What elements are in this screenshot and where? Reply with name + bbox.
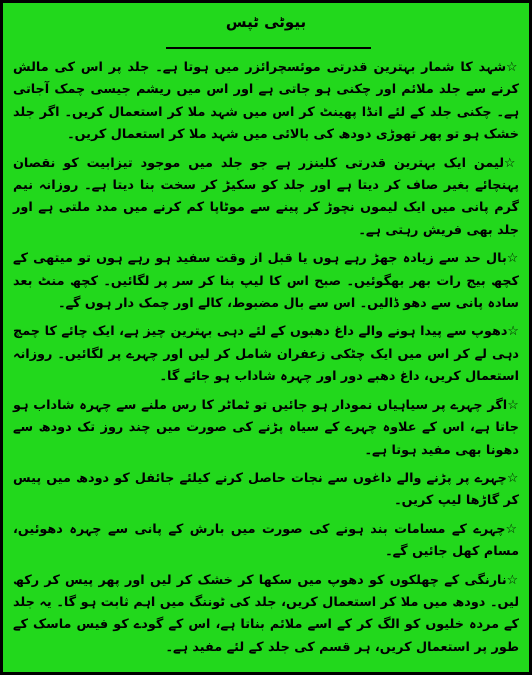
page-title: بیوٹی ٹپس <box>225 13 307 31</box>
tip-text: لیمن ایک بہترین قدرتی کلینزر ہے جو جلد میں موجود تیزابیت کو نقصان پہنچائے بغیر صاف کر دیتا ہے اور جلد کو سکیڑ کر سخت بنا دیتا ہے۔ روزانہ نیم گرم پانی میں ایک لیموں نچوڑ کر پینے سے موٹاپا کم کرنے میں مدد ملتی ہے اور جلد بھی فریش رہتی ہے۔ <box>13 155 519 238</box>
tip-text: نارنگی کے چھلکوں کو دھوپ میں سکھا کر خشک کر لیں اور پھر پیس کر رکھ لیں۔ دودھ میں ملا کر استعمال کریں، جلد کی ٹوننگ میں اہم ثابت ہو گا۔ یہ جلد کے مردہ خلیوں کو الگ کر کے اسے ملائم بناتا ہے، اس کے گودے کو فیس ماسک کے طور پر استعمال کریں، ہر قسم کی جلد کے لئے مفید ہے۔ <box>13 572 519 655</box>
tip-paragraph <box>13 153 519 243</box>
tip-text: بال حد سے زیادہ جھڑ رہے ہوں یا قبل از وقت سفید ہو رہے ہوں تو میتھی کے کچھ بیج رات بھر بھگوئیں۔ صبح اس کا لیپ بنا کر سر پر لگائیں۔ کچھ منٹ بعد سادہ پانی سے دھو ڈالیں۔ اس سے بال مضبوط، کالے اور چمک دار ہوں گے۔ <box>13 251 519 312</box>
star-icon: ☆ <box>507 397 519 413</box>
tip-text: چہرے کے مسامات بند ہونے کی صورت میں بارش کے پانی سے چہرہ دھوئیں، مسام کھل جائیں گے۔ <box>13 521 519 560</box>
star-icon: ☆ <box>506 572 519 588</box>
title-underline <box>166 47 371 49</box>
tip-text: شہد کا شمار بہترین قدرتی موئسچرائزر میں ہوتا ہے۔ جلد پر اس کی مالش کرنے سے جلد ملائم اور چکنی ہو جاتی ہے اور اس میں ریشم جیسی چمک آجاتی ہے۔ چکنی جلد کے لئے انڈا پھینٹ کر اس میں شہد ملا کر استعمال کریں۔ اگر جلد خشک ہو تو پھر تھوڑی دودھ کی بالائی میں شہد ملا کر استعمال کریں۔ <box>13 60 519 143</box>
tip-paragraph <box>13 321 519 388</box>
star-icon: ☆ <box>506 470 519 486</box>
tip-text: اگر چہرے پر سیاہیاں نمودار ہو جائیں تو ٹماٹر کا رس ملنے سے چہرہ شاداب ہو جاتا ہے، اس کے علاوہ چہرے کے سیاہ پڑنے کی صورت میں چند روز تک دودھ سے دھونا بھی مفید ہوتا ہے۔ <box>13 397 519 458</box>
content-panel <box>3 3 529 672</box>
tip-paragraph <box>13 57 519 147</box>
tip-paragraph <box>13 468 519 513</box>
star-icon: ☆ <box>506 251 519 267</box>
tip-paragraph <box>13 570 519 660</box>
tip-paragraph <box>13 519 519 564</box>
star-icon: ☆ <box>506 60 519 75</box>
tip-text: چہرے پر پڑنے والے داغوں سے نجات حاصل کرنے کیلئے جائفل کو دودھ میں پیس کر گاڑھا لیپ کریں۔ <box>13 470 519 509</box>
tips-list <box>13 57 519 665</box>
star-icon: ☆ <box>504 155 519 171</box>
tip-text: دھوپ سے پیدا ہونے والے داغ دھبوں کے لئے دہی بہترین چیز ہے، ایک چائے کا چمچ دہی لے کر اس میں ایک چٹکی زعفران شامل کر لیں اور چہرے پر لگائیں۔ روزانہ استعمال کریں، داغ دھبے دور اور چہرہ شاداب ہو جائے گا۔ <box>13 324 519 385</box>
tip-paragraph <box>13 248 519 315</box>
tip-paragraph <box>13 395 519 462</box>
star-icon: ☆ <box>507 324 519 340</box>
star-icon: ☆ <box>505 521 519 537</box>
